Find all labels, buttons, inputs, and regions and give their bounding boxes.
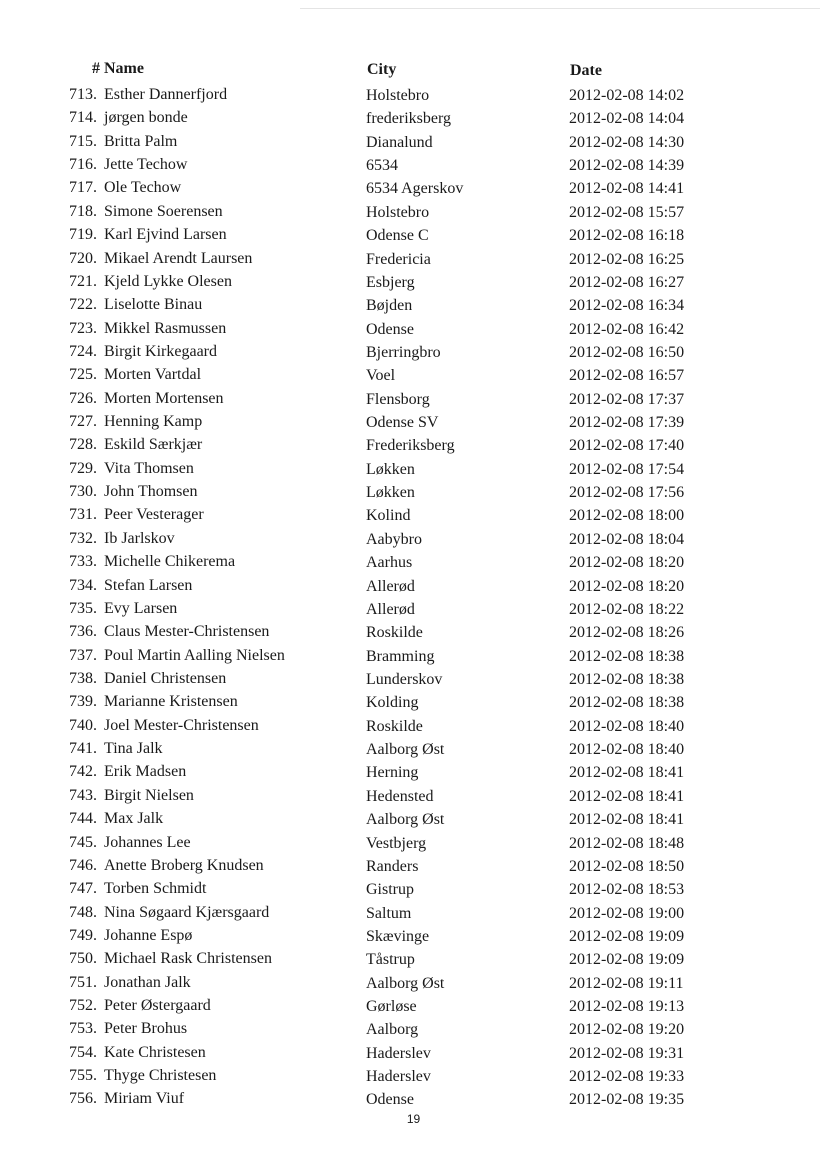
row-name: Poul Martin Aalling Nielsen	[104, 646, 285, 664]
row-number: 736.	[69, 623, 97, 641]
row-date: 2012-02-08 19:09	[569, 951, 685, 969]
row-name: Johanne Espø	[104, 926, 193, 944]
table-row	[0, 807, 827, 830]
row-name: Esther Dannerfjord	[104, 86, 228, 103]
table-row	[0, 737, 827, 760]
row-city: Voel	[366, 367, 396, 385]
row-name: Henning Kamp	[104, 413, 203, 431]
row-number: 740.	[69, 716, 97, 734]
row-date: 2012-02-08 18:38	[569, 670, 685, 688]
table-row	[0, 690, 827, 713]
table-body	[0, 83, 827, 1111]
row-name: Jonathan Jalk	[104, 973, 191, 991]
table-row	[0, 760, 827, 783]
table-row	[0, 994, 827, 1017]
row-name: Stefan Larsen	[104, 576, 193, 594]
row-city: Kolding	[366, 694, 419, 712]
table-row	[0, 340, 827, 363]
row-city: Tåstrup	[366, 951, 415, 969]
row-city: Haderslev	[366, 1044, 431, 1062]
row-number: 715.	[69, 132, 97, 150]
row-date: 2012-02-08 18:50	[569, 857, 685, 875]
row-date: 2012-02-08 15:57	[569, 203, 685, 221]
table-row	[0, 223, 827, 246]
row-name: Joel Mester-Christensen	[104, 716, 259, 734]
table-row	[0, 667, 827, 690]
row-name: Johannes Lee	[104, 833, 191, 851]
row-name: Peer Vesterager	[104, 506, 204, 524]
row-number: 739.	[69, 693, 97, 711]
table-row	[0, 363, 827, 386]
row-date: 2012-02-08 18:41	[569, 787, 685, 805]
table-row	[0, 574, 827, 597]
row-number: 716.	[69, 156, 97, 174]
row-city: Aalborg Øst	[366, 811, 445, 829]
row-date: 2012-02-08 14:02	[569, 87, 685, 104]
table-header	[0, 60, 827, 82]
row-name: Jette Techow	[104, 156, 188, 174]
row-number: 726.	[69, 389, 97, 407]
row-date: 2012-02-08 16:57	[569, 367, 685, 385]
row-city: Roskilde	[366, 717, 423, 735]
row-date: 2012-02-08 19:13	[569, 998, 685, 1016]
row-city: Esbjerg	[366, 273, 415, 291]
row-date: 2012-02-08 16:34	[569, 297, 685, 315]
row-date: 2012-02-08 19:35	[569, 1091, 685, 1109]
row-city: Løkken	[366, 484, 415, 502]
row-name: Ole Techow	[104, 179, 182, 197]
row-number: 752.	[69, 997, 97, 1015]
table-row	[0, 877, 827, 900]
table-row	[0, 503, 827, 526]
table-row	[0, 130, 827, 153]
row-city: Allerød	[366, 577, 415, 595]
row-date: 2012-02-08 16:42	[569, 320, 685, 338]
row-name: Evy Larsen	[104, 599, 178, 617]
row-number: 723.	[69, 319, 97, 337]
row-city: frederiksberg	[366, 110, 451, 128]
row-number: 743.	[69, 786, 97, 804]
row-number: 719.	[69, 226, 97, 244]
row-date: 2012-02-08 19:09	[569, 927, 685, 945]
row-number: 730.	[69, 483, 97, 501]
row-date: 2012-02-08 16:27	[569, 273, 685, 291]
row-number: 747.	[69, 880, 97, 898]
row-date: 2012-02-08 18:41	[569, 764, 685, 782]
row-number: 742.	[69, 763, 97, 781]
row-city: Kolind	[366, 507, 411, 525]
row-name: Torben Schmidt	[104, 880, 207, 898]
table-row	[0, 1041, 827, 1064]
row-name: Michelle Chikerema	[104, 553, 236, 571]
row-city: Odense C	[366, 227, 429, 245]
row-name: Birgit Nielsen	[104, 786, 194, 804]
row-number: 713.	[69, 86, 97, 103]
table-row	[0, 387, 827, 410]
row-date: 2012-02-08 18:20	[569, 577, 685, 595]
row-number: 729.	[69, 459, 97, 477]
row-city: Haderslev	[366, 1068, 431, 1086]
row-city: Holstebro	[366, 203, 430, 221]
table-row	[0, 784, 827, 807]
row-number: 735.	[69, 599, 97, 617]
row-date: 2012-02-08 17:39	[569, 414, 685, 432]
table-row	[0, 831, 827, 854]
row-name: Nina Søgaard Kjærsgaard	[104, 903, 270, 921]
table-row	[0, 247, 827, 270]
row-city: Bøjden	[366, 297, 413, 315]
row-date: 2012-02-08 18:22	[569, 600, 685, 618]
row-name: Ib Jarlskov	[104, 529, 175, 547]
row-number: 753.	[69, 1020, 97, 1038]
row-city: Aarhus	[366, 554, 413, 572]
row-date: 2012-02-08 17:40	[569, 437, 685, 455]
row-city: Hedensted	[366, 787, 434, 805]
scan-top-line	[300, 8, 820, 9]
row-city: Aalborg Øst	[366, 741, 445, 759]
table-row	[0, 83, 827, 106]
row-city: Odense	[366, 1091, 414, 1109]
row-name: Liselotte Binau	[104, 296, 203, 314]
row-number: 746.	[69, 856, 97, 874]
row-date: 2012-02-08 16:25	[569, 250, 685, 268]
row-number: 744.	[69, 810, 97, 828]
row-name: Morten Vartdal	[104, 366, 202, 384]
row-city: Aabybro	[366, 530, 422, 548]
table-row	[0, 317, 827, 340]
row-name: Tina Jalk	[104, 740, 163, 758]
row-name: Michael Rask Christensen	[104, 950, 272, 968]
row-number: 718.	[69, 202, 97, 220]
row-number: 720.	[69, 249, 97, 267]
row-city: Saltum	[366, 904, 412, 922]
table-row	[0, 433, 827, 456]
row-city: Aalborg	[366, 1021, 419, 1039]
row-name: Daniel Christensen	[104, 669, 227, 687]
row-name: Simone Soerensen	[104, 202, 223, 220]
row-number: 733.	[69, 553, 97, 571]
table-row	[0, 620, 827, 643]
row-date: 2012-02-08 19:11	[569, 974, 684, 992]
row-date: 2012-02-08 18:48	[569, 834, 685, 852]
row-number: 722.	[69, 296, 97, 314]
row-date: 2012-02-08 19:33	[569, 1068, 685, 1086]
row-number: 728.	[69, 436, 97, 454]
table-row	[0, 1017, 827, 1040]
row-date: 2012-02-08 18:38	[569, 647, 685, 665]
row-date: 2012-02-08 19:31	[569, 1044, 685, 1062]
row-city: Lunderskov	[366, 670, 443, 688]
row-name: John Thomsen	[104, 483, 198, 501]
table-row	[0, 947, 827, 970]
table-row	[0, 176, 827, 199]
row-city: Bramming	[366, 647, 435, 665]
row-city: Flensborg	[366, 390, 430, 408]
row-name: Peter Østergaard	[104, 997, 211, 1015]
row-name: Thyge Christesen	[104, 1067, 217, 1085]
row-date: 2012-02-08 18:53	[569, 881, 685, 899]
row-name: Miriam Viuf	[104, 1090, 185, 1108]
row-date: 2012-02-08 18:20	[569, 554, 685, 572]
row-name: Mikkel Rasmussen	[104, 319, 227, 337]
row-number: 748.	[69, 903, 97, 921]
row-city: 6534	[366, 157, 398, 175]
table-row	[0, 1064, 827, 1087]
row-name: Anette Broberg Knudsen	[104, 856, 264, 874]
row-number: 749.	[69, 926, 97, 944]
row-name: Marianne Kristensen	[104, 693, 238, 711]
row-number: 750.	[69, 950, 97, 968]
row-city: Odense	[366, 320, 414, 338]
row-date: 2012-02-08 16:18	[569, 227, 685, 245]
row-number: 737.	[69, 646, 97, 664]
row-name: Vita Thomsen	[104, 459, 194, 477]
table-row	[0, 924, 827, 947]
row-city: Odense SV	[366, 414, 439, 432]
table-row	[0, 597, 827, 620]
row-date: 2012-02-08 14:41	[569, 180, 685, 198]
row-name: Kjeld Lykke Olesen	[104, 272, 232, 290]
row-date: 2012-02-08 17:56	[569, 484, 685, 502]
row-name: Max Jalk	[104, 810, 164, 828]
row-city: Dianalund	[366, 133, 433, 151]
row-number: 755.	[69, 1067, 97, 1085]
row-city: Gørløse	[366, 998, 417, 1016]
table-row	[0, 457, 827, 480]
table-row	[0, 480, 827, 503]
row-name: Mikael Arendt Laursen	[104, 249, 253, 267]
row-name: Britta Palm	[104, 132, 178, 150]
row-city: Skævinge	[366, 927, 430, 945]
row-date: 2012-02-08 18:04	[569, 530, 685, 548]
table-row	[0, 270, 827, 293]
row-name: Morten Mortensen	[104, 389, 224, 407]
row-name: Karl Ejvind Larsen	[104, 226, 227, 244]
table-row	[0, 106, 827, 129]
row-date: 2012-02-08 18:40	[569, 717, 685, 735]
table-row	[0, 644, 827, 667]
row-date: 2012-02-08 14:30	[569, 133, 685, 151]
row-city: Randers	[366, 857, 419, 875]
row-city: Allerød	[366, 600, 415, 618]
row-name: Peter Brohus	[104, 1020, 188, 1038]
row-number: 717.	[69, 179, 97, 197]
row-date: 2012-02-08 18:38	[569, 694, 685, 712]
row-number: 727.	[69, 413, 97, 431]
row-date: 2012-02-08 18:40	[569, 741, 685, 759]
table-row	[0, 527, 827, 550]
table-row	[0, 1087, 827, 1110]
row-city: Frederiksberg	[366, 437, 455, 455]
row-date: 2012-02-08 17:37	[569, 390, 685, 408]
row-name: Erik Madsen	[104, 763, 187, 781]
row-number: 724.	[69, 342, 97, 360]
table-row	[0, 714, 827, 737]
table-row	[0, 901, 827, 924]
row-city: Gistrup	[366, 881, 414, 899]
row-name: Eskild Særkjær	[104, 436, 203, 454]
row-date: 2012-02-08 19:00	[569, 904, 685, 922]
row-date: 2012-02-08 14:04	[569, 110, 685, 128]
row-city: Aalborg Øst	[366, 974, 445, 992]
row-city: Herning	[366, 764, 419, 782]
row-number: 721.	[69, 272, 97, 290]
row-date: 2012-02-08 18:41	[569, 811, 685, 829]
row-number: 738.	[69, 669, 97, 687]
row-name: Birgit Kirkegaard	[104, 342, 218, 360]
header-num-name: # Name	[92, 60, 144, 77]
row-city: Fredericia	[366, 250, 431, 268]
row-name: jørgen bonde	[104, 109, 188, 127]
row-number: 732.	[69, 529, 97, 547]
header-date: Date	[570, 62, 602, 79]
row-number: 756.	[69, 1090, 97, 1108]
table-row	[0, 971, 827, 994]
table-row	[0, 550, 827, 573]
row-name: Kate Christesen	[104, 1043, 206, 1061]
row-date: 2012-02-08 14:39	[569, 157, 685, 175]
row-number: 734.	[69, 576, 97, 594]
row-date: 2012-02-08 19:20	[569, 1021, 685, 1039]
table-row	[0, 410, 827, 433]
header-city: City	[367, 61, 397, 78]
page-number: 19	[406, 1112, 421, 1126]
table-row	[0, 200, 827, 223]
row-date: 2012-02-08 18:26	[569, 624, 685, 642]
row-number: 731.	[69, 506, 97, 524]
row-city: Vestbjerg	[366, 834, 427, 852]
row-number: 745.	[69, 833, 97, 851]
row-date: 2012-02-08 18:00	[569, 507, 685, 525]
row-number: 741.	[69, 740, 97, 758]
row-date: 2012-02-08 17:54	[569, 460, 685, 478]
table-row	[0, 854, 827, 877]
row-number: 725.	[69, 366, 97, 384]
row-city: Løkken	[366, 460, 415, 478]
table-row	[0, 293, 827, 316]
row-city: Holstebro	[366, 87, 430, 104]
table-row	[0, 153, 827, 176]
row-name: Claus Mester-Christensen	[104, 623, 270, 641]
row-number: 714.	[69, 109, 97, 127]
row-city: 6534 Agerskov	[366, 180, 464, 198]
row-number: 754.	[69, 1043, 97, 1061]
row-city: Bjerringbro	[366, 343, 441, 361]
row-date: 2012-02-08 16:50	[569, 343, 685, 361]
row-city: Roskilde	[366, 624, 423, 642]
row-number: 751.	[69, 973, 97, 991]
